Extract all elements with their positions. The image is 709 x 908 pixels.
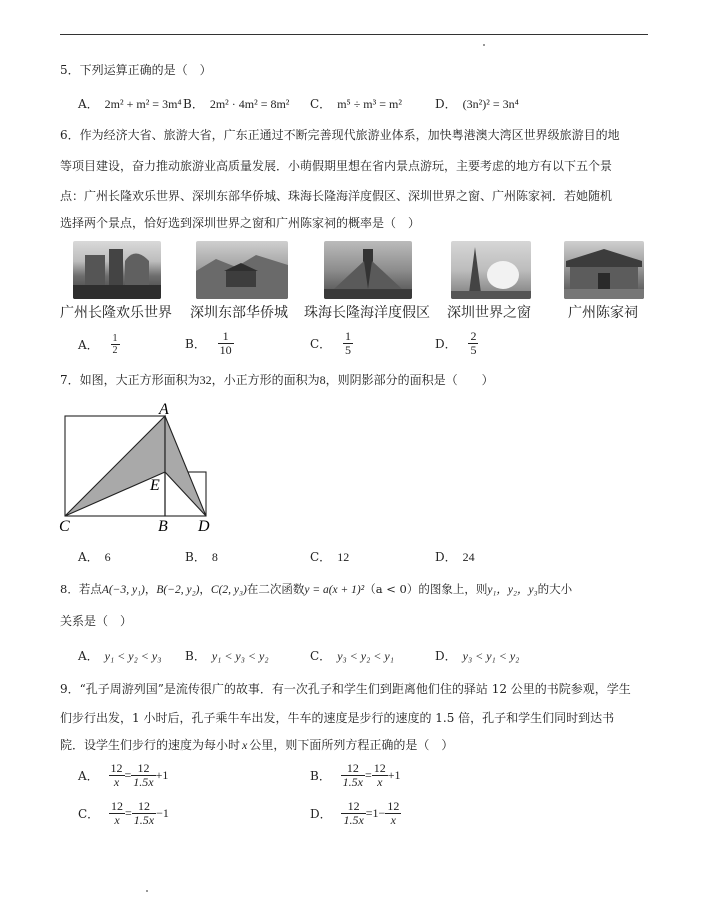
label-e: E: [150, 477, 160, 494]
caption-zhuhai-chimelong: 珠海长隆海洋度假区: [304, 305, 430, 321]
photo-zhuhai-chimelong: [324, 241, 412, 299]
speck: [146, 890, 148, 892]
q5-option-d[interactable]: D． (3n²)² = 3n⁴: [435, 97, 519, 111]
q6-line3: 点：广州长隆欢乐世界、深圳东部华侨城、珠海长隆海洋度假区、深圳世界之窗、广州陈家祠．若她随机: [60, 189, 613, 203]
caption-window-of-the-world: 深圳世界之窗: [447, 305, 531, 321]
photo-shenzhen-oct-east: [196, 241, 288, 299]
label-b: B: [158, 518, 168, 535]
q9-line2: 们步行出发，1 小时后，孔子乘牛车出发，牛车的速度是步行的速度的 1.5 倍，孔子和学生们同时到达书: [60, 711, 615, 725]
q8-option-c[interactable]: C． y₃ < y₂ < y₁: [310, 649, 394, 663]
shaded-triangle-left: [65, 416, 165, 516]
label-c: C: [59, 518, 70, 535]
q7-option-d[interactable]: D． 24: [435, 550, 475, 564]
label-d: D: [198, 518, 210, 535]
q5-option-c[interactable]: C． m⁵ ÷ m³ = m²: [310, 97, 402, 111]
q7-figure: [56, 398, 216, 536]
q8-option-d[interactable]: D． y₃ < y₁ < y₂: [435, 649, 520, 663]
q9-line3: 院．设学生们步行的速度为每小时 x 公里，则下面所列方程正确的是（ ）: [60, 738, 454, 752]
q8-line2: 关系是（ ）: [60, 614, 133, 628]
q6-option-b[interactable]: B． $\frac{1}{10}$: [185, 329, 232, 357]
q7-stem: 7．如图，大正方形面积为32，小正方形的面积为8，则阴影部分的面积是（ ）: [60, 373, 494, 387]
q7-option-c[interactable]: C． 12: [310, 550, 350, 564]
q9-option-b[interactable]: B． $\frac{12}{1.5x}$ = $\frac{12}{x}$ +1: [310, 761, 401, 789]
caption-shenzhen-oct-east: 深圳东部华侨城: [190, 305, 288, 321]
q6-line4: 选择两个景点，恰好选到深圳世界之窗和广州陈家祠的概率是（ ）: [60, 216, 421, 230]
photo-window-of-the-world: [451, 241, 531, 299]
q8-option-a[interactable]: A． y₁ < y₂ < y₃: [78, 649, 162, 663]
q9-option-d[interactable]: D． $\frac{12}{1.5x}$ =1− $\frac{12}{x}$: [310, 799, 400, 827]
header-rule: [60, 34, 648, 35]
q6-option-a[interactable]: A． $\frac{1}{2}$: [78, 333, 118, 356]
caption-chen-clan-academy: 广州陈家祠: [568, 305, 638, 321]
q6-option-c[interactable]: C． $\frac{1}{5}$: [310, 329, 352, 357]
q7-option-a[interactable]: A． 6: [78, 550, 111, 564]
caption-guangzhou-chimelong: 广州长隆欢乐世界: [60, 305, 172, 321]
q5-option-b[interactable]: B． 2m² · 4m² = 8m²: [183, 97, 290, 111]
q9-line1: 9．“孔子周游列国”是流传很广的故事．有一次孔子和学生们到距离他们住的驿站 12 公里的书院参观，学生: [60, 682, 631, 696]
label-a: A: [159, 401, 169, 418]
q9-option-a[interactable]: A． $\frac{12}{x}$ = $\frac{12}{1.5x}$ +1: [78, 761, 169, 789]
q6-line2: 等项目建设，奋力推动旅游业高质量发展．小萌假期里想在省内景点游玩，主要考虑的地方有以下五个景: [60, 159, 613, 173]
q8-option-b[interactable]: B． y₁ < y₃ < y₂: [185, 649, 269, 663]
shaded-triangle-right: [165, 416, 206, 516]
q8-stem: 8．若点A(−3, y₁)，B(−2, y₂)，C(2, y₃)在二次函数y = a(x + 1)²（a < 0）的图象上，则y₁，y₂，y₃的大小: [60, 582, 573, 596]
q5-option-a[interactable]: A． 2m² + m² = 3m⁴: [78, 97, 182, 111]
q7-option-b[interactable]: B． 8: [185, 550, 218, 564]
q6-option-d[interactable]: D． $\frac{2}{5}$: [435, 329, 477, 357]
q6-line1: 6．作为经济大省、旅游大省，广东正通过不断完善现代旅游业体系，加快粤港澳大湾区世界级旅游目的地: [60, 128, 620, 142]
photo-chen-clan-academy: [564, 241, 644, 299]
speck: [483, 44, 485, 46]
photo-guangzhou-chimelong: [73, 241, 161, 299]
q5-stem: 5．下列运算正确的是（ ）: [60, 63, 212, 77]
q9-option-c[interactable]: C． $\frac{12}{x}$ = $\frac{12}{1.5x}$ −1: [78, 799, 169, 827]
